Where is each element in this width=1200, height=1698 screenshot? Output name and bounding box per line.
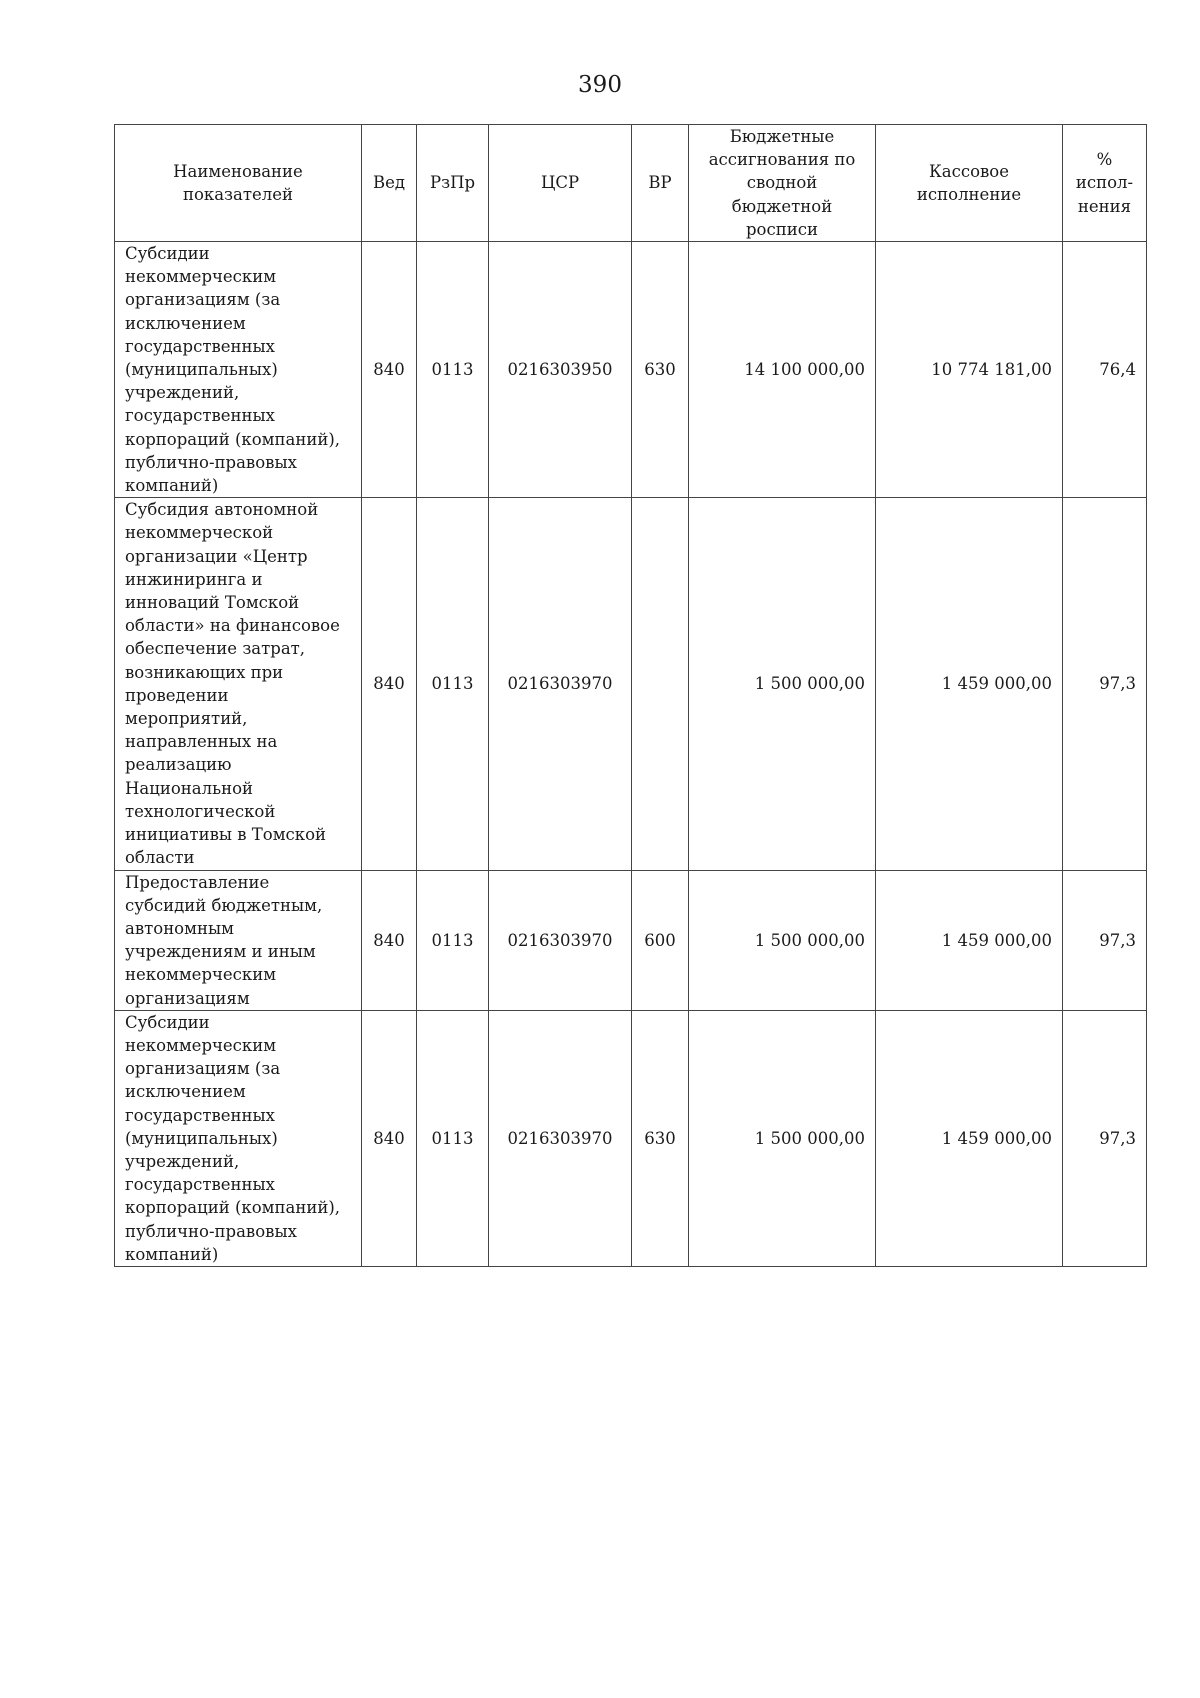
row-assignments: 1 500 000,00: [689, 1010, 876, 1266]
row-csr: 0216303970: [489, 498, 632, 870]
header-vr: ВР: [632, 125, 689, 242]
table-row: [115, 242, 1147, 498]
header-cash-execution: Кассовое исполнение: [876, 125, 1063, 242]
header-ved: Вед: [362, 125, 417, 242]
row-cash-execution: 10 774 181,00: [876, 242, 1063, 498]
row-name: Субсидия автономной некоммерческой организации «Центр инжиниринга и инноваций Томской области» на финансовое обеспечение затрат, возникающих при проведении мероприятий, направленных на реализацию Национальной технологической инициативы в Томской области: [115, 498, 362, 870]
row-ved: 840: [362, 1010, 417, 1266]
row-cash-execution: 1 459 000,00: [876, 870, 1063, 1010]
row-assignments: 1 500 000,00: [689, 498, 876, 870]
row-percent: 97,3: [1063, 498, 1147, 870]
row-rzpr: 0113: [417, 1010, 489, 1266]
row-csr: 0216303970: [489, 870, 632, 1010]
row-ved: 840: [362, 242, 417, 498]
row-percent: 97,3: [1063, 1010, 1147, 1266]
budget-execution-table: [114, 124, 1147, 1267]
row-cash-execution: 1 459 000,00: [876, 498, 1063, 870]
header-csr: ЦСР: [489, 125, 632, 242]
row-assignments: 1 500 000,00: [689, 870, 876, 1010]
row-assignments: 14 100 000,00: [689, 242, 876, 498]
table-row: [115, 498, 1147, 870]
row-vr: 600: [632, 870, 689, 1010]
row-name: Предоставление субсидий бюджетным, автономным учреждениям и иным некоммерческим организациям: [115, 870, 362, 1010]
header-assignments: Бюджетные ассигнования по сводной бюджетной росписи: [689, 125, 876, 242]
row-vr: 630: [632, 1010, 689, 1266]
row-csr: 0216303950: [489, 242, 632, 498]
page-number: 390: [578, 72, 622, 98]
table-header-row: [115, 125, 1147, 242]
row-vr: [632, 498, 689, 870]
row-csr: 0216303970: [489, 1010, 632, 1266]
row-ved: 840: [362, 498, 417, 870]
row-name: Субсидии некоммерческим организациям (за исключением государственных (муниципальных) учреждений, государственных корпораций (компаний), публично-правовых компаний): [115, 1010, 362, 1266]
row-percent: 97,3: [1063, 870, 1147, 1010]
header-percent: % испол- нения: [1063, 125, 1147, 242]
row-rzpr: 0113: [417, 870, 489, 1010]
header-rzpr: РзПр: [417, 125, 489, 242]
row-rzpr: 0113: [417, 242, 489, 498]
header-name: Наименование показателей: [115, 125, 362, 242]
row-ved: 840: [362, 870, 417, 1010]
table-row: [115, 1010, 1147, 1266]
row-rzpr: 0113: [417, 498, 489, 870]
table-row: [115, 870, 1147, 1010]
row-vr: 630: [632, 242, 689, 498]
row-percent: 76,4: [1063, 242, 1147, 498]
row-name: Субсидии некоммерческим организациям (за исключением государственных (муниципальных) учреждений, государственных корпораций (компаний), публично-правовых компаний): [115, 242, 362, 498]
row-cash-execution: 1 459 000,00: [876, 1010, 1063, 1266]
